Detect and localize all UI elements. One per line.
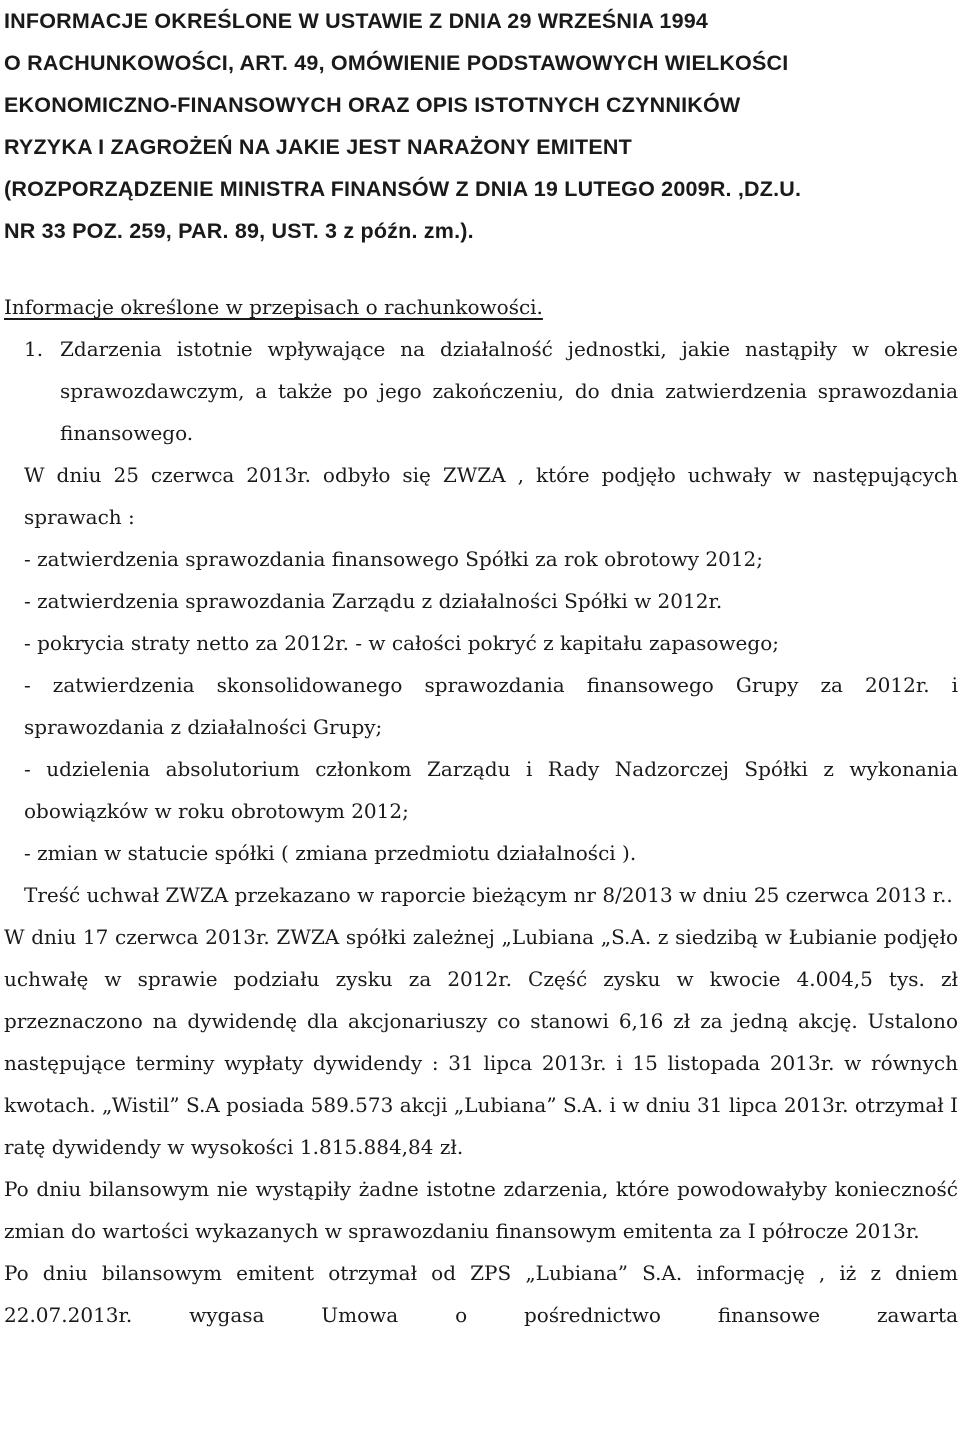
heading-line: NR 33 POZ. 259, PAR. 89, UST. 3 z późn. zm.). [4,219,474,243]
item-text: Zdarzenia istotnie wpływające na działalność jednostki, jakie nastąpiły w okresie sprawozdawczym, a także po jego zakończeniu, do dnia zatwierdzenia sprawozdania finansowego. [60,337,958,445]
item-number: 1. [24,337,44,361]
heading-line: EKONOMICZNO-FINANSOWYCH ORAZ OPIS ISTOTNYCH CZYNNIKÓW [4,93,741,117]
resolution-item: - zmian w statucie spółki ( zmiana przedmiotu działalności ). [24,841,637,865]
heading-line: O RACHUNKOWOŚCI, ART. 49, OMÓWIENIE PODSTAWOWYCH WIELKOŚCI [4,51,789,75]
section-subheading: Informacje określone w przepisach o rachunkowości. [4,295,543,319]
body-paragraph: Po dniu bilansowym nie wystąpiły żadne istotne zdarzenia, które powodowałyby konieczność zmian do wartości wykazanych w sprawozdaniu finansowym emitenta za I półrocze 2013r. [4,1177,958,1243]
zwza-intro: W dniu 25 czerwca 2013r. odbyło się ZWZA , które podjęło uchwały w następujących sprawach : [24,463,958,529]
heading-line: (ROZPORZĄDZENIE MINISTRA FINANSÓW Z DNIA 19 LUTEGO 2009R. ,DZ.U. [4,177,802,201]
zwza-closing: Treść uchwał ZWZA przekazano w raporcie bieżącym nr 8/2013 w dniu 25 czerwca 2013 r.. [24,883,953,907]
resolution-item: - zatwierdzenia sprawozdania Zarządu z działalności Spółki w 2012r. [24,589,723,613]
heading-line: RYZYKA I ZAGROŻEŃ NA JAKIE JEST NARAŻONY EMITENT [4,135,632,159]
resolution-item: - udzielenia absolutorium członkom Zarządu i Rady Nadzorczej Spółki z wykonania obowiązków w roku obrotowym 2012; [24,757,958,823]
document-page [4,0,958,1336]
body-paragraph: Po dniu bilansowym emitent otrzymał od ZPS „Lubiana” S.A. informację , iż z dniem 22.07.2013r. wygasa Umowa o pośrednictwo finansowe zawarta [4,1261,958,1327]
numbered-item [4,328,958,454]
document-heading [4,0,958,252]
heading-line: INFORMACJE OKREŚLONE W USTAWIE Z DNIA 29 WRZEŚNIA 1994 [4,9,709,33]
resolution-item: - pokrycia straty netto za 2012r. - w całości pokryć z kapitału zapasowego; [24,631,779,655]
body-paragraph: W dniu 17 czerwca 2013r. ZWZA spółki zależnej „Lubiana „S.A. z siedzibą w Łubianie podjęło uchwałę w sprawie podziału zysku za 2012r. Część zysku w kwocie 4.004,5 tys. zł przeznaczono na dywidendę dla akcjonariuszy co stanowi 6,16 zł za jedną akcję. Ustalono następujące terminy wypłaty dywidendy : 31 lipca 2013r. i 15 listopada 2013r. w równych kwotach. „Wistil” S.A posiada 589.573 akcji „Lubiana” S.A. i w dniu 31 lipca 2013r. otrzymał I ratę dywidendy w wysokości 1.815.884,84 zł. [4,925,958,1159]
resolution-item: - zatwierdzenia skonsolidowanego sprawozdania finansowego Grupy za 2012r. i sprawozdania z działalności Grupy; [24,673,958,739]
resolution-item: - zatwierdzenia sprawozdania finansowego Spółki za rok obrotowy 2012; [24,547,764,571]
